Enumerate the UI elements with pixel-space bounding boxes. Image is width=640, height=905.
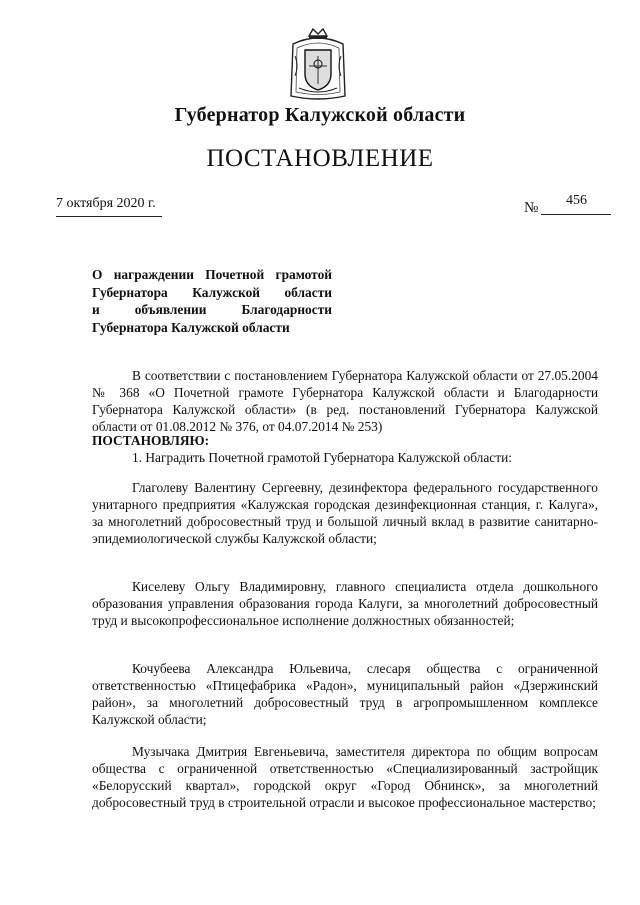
number-sign: № <box>524 200 539 216</box>
date-underline <box>56 216 162 217</box>
document-number: 456 <box>566 193 587 208</box>
item-1-paragraph: 1. Наградить Почетной грамотой Губернатора Калужской области: <box>132 450 512 465</box>
document-date: 7 октября 2020 г. <box>56 196 156 211</box>
recipient-paragraph: Кочубеева Александра Юльевича, слесаря общества с ограниченной ответственностью «Птицефабрика «Радон», муниципальный район «Дзержинский район», за многолетний добросовестный труд в агропромышленном комплексе Калужской области; <box>92 661 598 727</box>
document-type-title: ПОСТАНОВЛЕНИЕ <box>206 145 434 172</box>
decree-heading: ПОСТАНОВЛЯЮ: <box>92 433 210 448</box>
coat-of-arms-icon <box>287 26 349 102</box>
number-underline <box>541 214 611 215</box>
preamble-paragraph: В соответствии с постановлением Губернатора Калужской области от 27.05.2004 № 368 «О Почетной грамоте Губернатора Калужской области и Благодарности Губернатора Калужской области» (в ред. постановлений Губернатора Калужской области от 01.08.2012 № 376, от 04.07.2014 № 253) <box>92 368 598 434</box>
recipient-paragraph: Киселеву Ольгу Владимировну, главного специалиста отдела дошкольного образования управления образования города Калуги, за многолетний добросовестный труд и высокопрофессиональное исполнение должностных обязанностей; <box>92 579 598 628</box>
subject-line: Губернатора Калужской области <box>92 284 332 300</box>
recipient-paragraph: Музычака Дмитрия Евгеньевича, заместителя директора по общим вопросам общества с ограниченной ответственностью «Специализированный застройщик «Белорусский квартал», городской округ «Город Обнинск», за многолетний добросовестный труд в строительной отрасли и высокое профессиональное мастерство; <box>92 744 598 810</box>
subject-line: О награждении Почетной грамотой <box>92 267 332 282</box>
recipient-paragraph: Глаголеву Валентину Сергеевну, дезинфектора федерального государственного унитарного предприятия «Калужская городская дезинфекционная станция, г. Калуга», за многолетний добросовестный труд и большой личный вклад в развитие санитарно-эпидемиологической службы Калужской области; <box>92 480 598 546</box>
document-subject <box>92 266 332 336</box>
subject-line: Губернатора Калужской области <box>92 319 290 335</box>
subject-line: и объявлении Благодарности <box>92 302 332 318</box>
document-authority: Губернатор Калужской области <box>174 104 466 126</box>
